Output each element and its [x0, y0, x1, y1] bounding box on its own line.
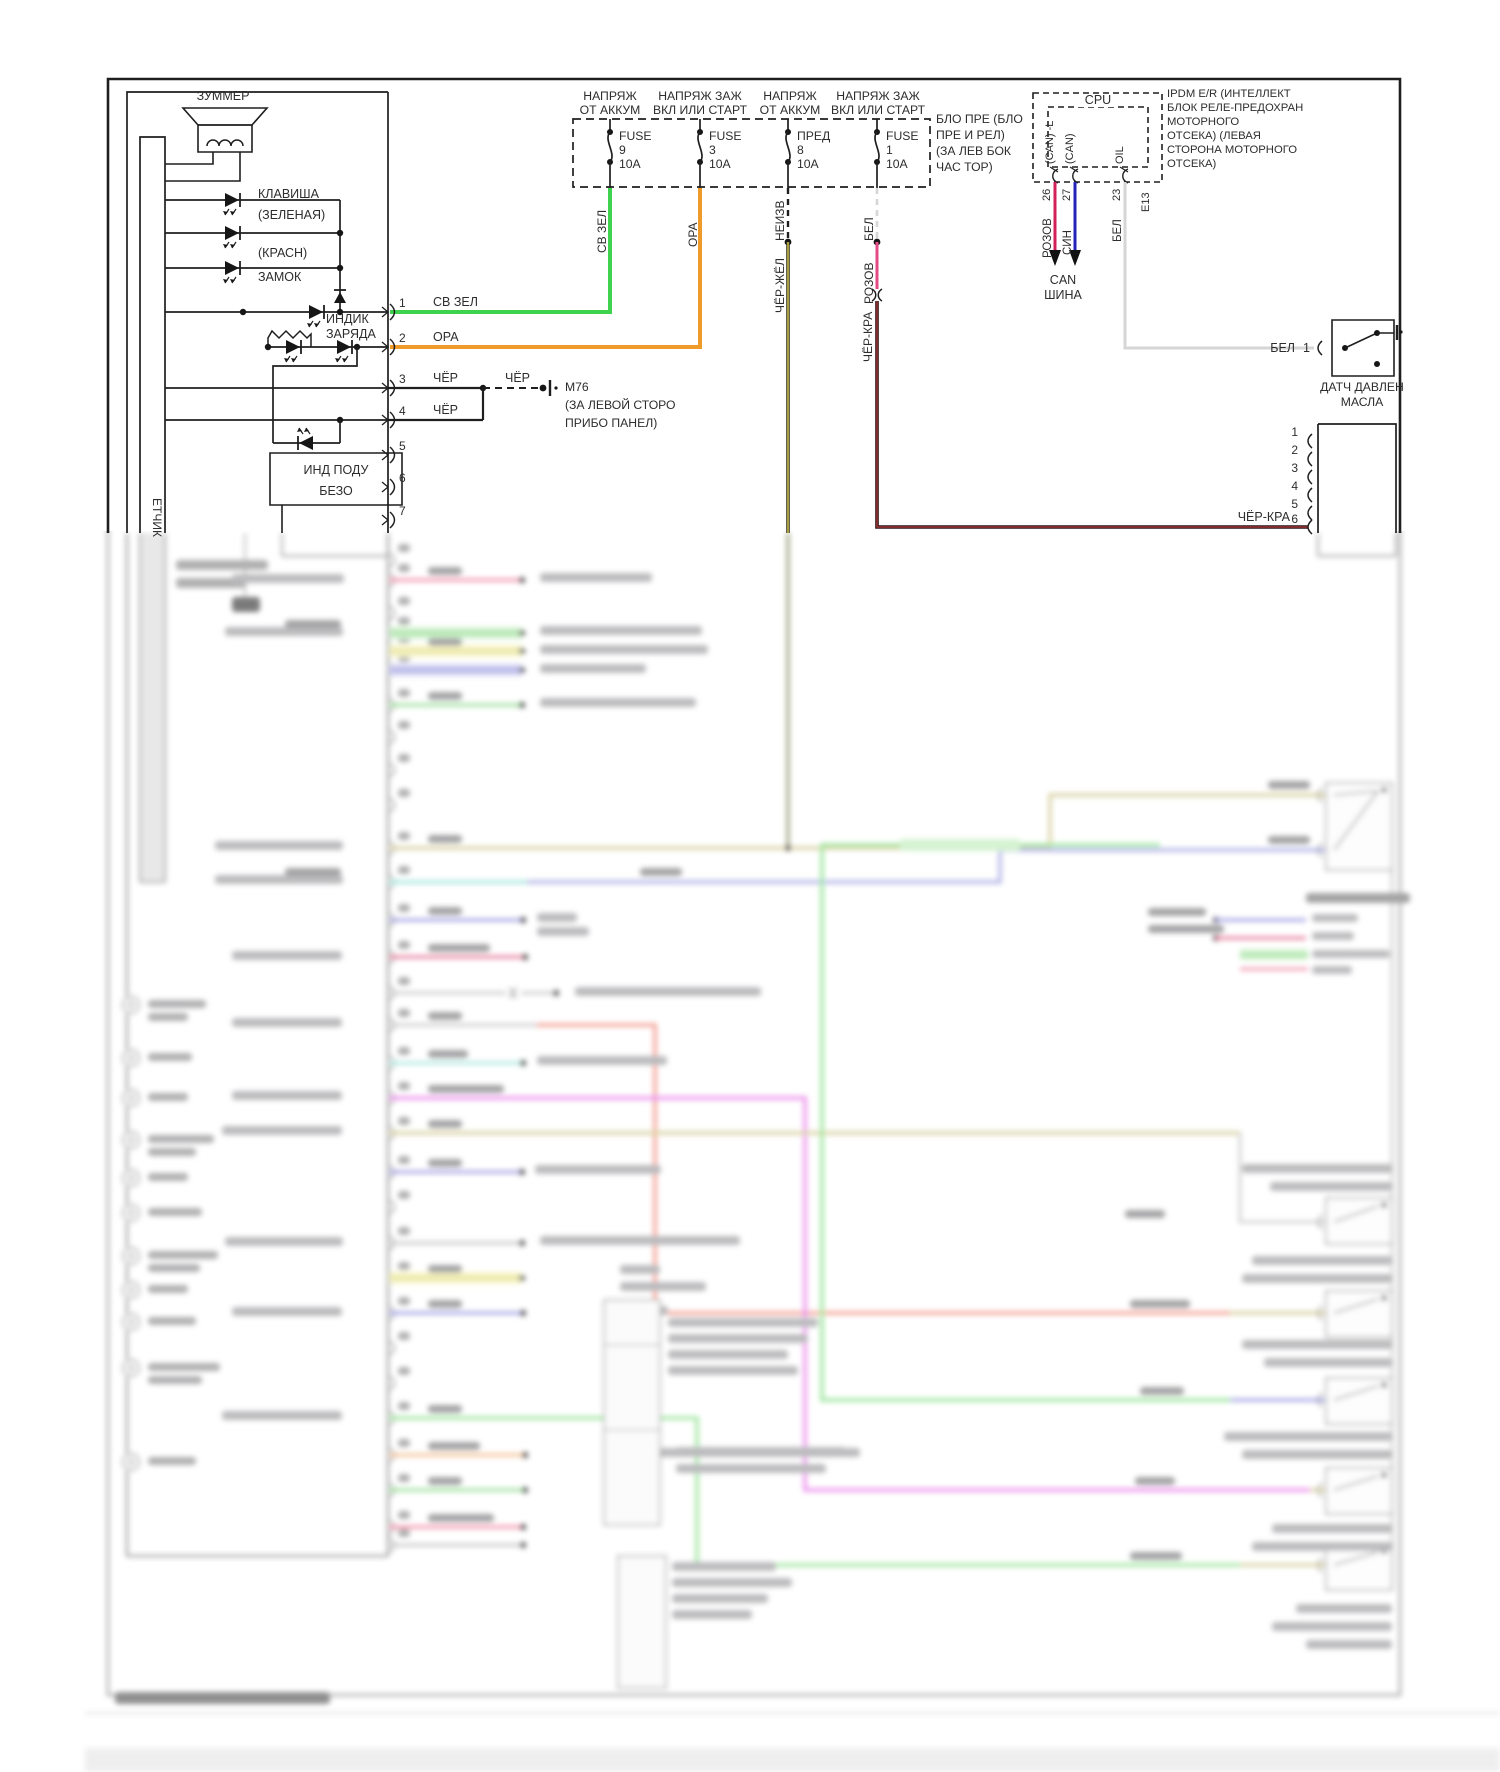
ipdm-description-line: IPDM E/R (ИНТЕЛЛЕКТ: [1167, 88, 1291, 100]
fuse-rating: 10A: [886, 157, 908, 171]
wire-label-blackred-vertical: ЧЁР-КРА: [861, 311, 875, 362]
cpu-pin-number: 26: [1041, 188, 1053, 201]
fuse-box-location-note: (ЗА ЛЕВ БОК: [936, 144, 1012, 158]
srs-indicator-label-1: ИНД ПОДУ: [303, 463, 369, 477]
meter-pin-number: 5: [399, 439, 406, 453]
ipdm-description-line: ОТСЕКА): [1167, 158, 1217, 170]
wire-label-blackyellow-vertical: ЧЁР-ЖЁЛ: [773, 258, 787, 313]
sensor-connector-pin-number: 3: [1291, 461, 1298, 475]
wire-label-unknown-vertical: НЕИЗВ: [773, 200, 787, 241]
fuse-header-line1: НАПРЯЖ: [763, 89, 817, 103]
ground-reference-note: (ЗА ЛЕВОЙ СТОРО: [565, 398, 676, 412]
ipdm-description-line: БЛОК РЕЛЕ-ПРЕДОХРАН: [1167, 102, 1304, 114]
fuse-name: FUSE: [709, 129, 742, 143]
ground-reference-note: М76: [565, 380, 589, 394]
charge-indicator-label-2: ЗАРЯДА: [326, 327, 376, 341]
meter-pin-number: 7: [399, 504, 406, 518]
sensor-connector-pin-number: 1: [1291, 425, 1298, 439]
fuse-name: ПРЕД: [797, 129, 831, 143]
sensor-connector-pin-number: 4: [1291, 479, 1298, 493]
key-green-label-1: КЛАВИША: [258, 187, 319, 201]
lock-label: ЗАМОК: [258, 270, 302, 284]
fuse-header-line1: НАПРЯЖ ЗАЖ: [658, 89, 742, 103]
wire-label-pink-vertical: РОЗОВ: [862, 262, 876, 304]
fuse-rating: 10A: [797, 157, 819, 171]
srs-indicator-label-2: БЕЗО: [319, 484, 353, 498]
can-bus-label-2: ШИНА: [1044, 288, 1082, 302]
oil-wire-label-vertical: БЕЛ: [1112, 219, 1124, 242]
ground-reference-note: ПРИБО ПАНЕЛ): [565, 416, 658, 430]
sensor-connector-pin-number: 2: [1291, 443, 1298, 457]
key-green-label-2: (ЗЕЛЕНАЯ): [258, 208, 326, 222]
can-wire-label-blue: СИН: [1062, 230, 1074, 255]
fuse-header-line1: НАПРЯЖ: [583, 89, 637, 103]
charge-indicator-label-1: ИНДИК: [326, 312, 369, 326]
sensor-pin-number: 1: [1303, 341, 1310, 355]
fuse-name: FUSE: [886, 129, 919, 143]
generated-labels: [399, 88, 1404, 526]
ipdm-description-line: СТОРОНА МОТОРНОГО: [1167, 144, 1297, 156]
pin6-wire-label: ЧЁР-КРА: [1237, 510, 1290, 524]
wire-label-orange-vertical: ОРА: [686, 222, 700, 247]
fuse-number: 1: [886, 143, 893, 157]
wire-label-white-vertical: БЕЛ: [862, 217, 876, 241]
can-wire-label-pink: РОЗОВ: [1042, 218, 1054, 258]
fuse-name: FUSE: [619, 129, 652, 143]
fuse-box-location-note: ЧАС ТОР): [936, 160, 993, 174]
fuse-number: 9: [619, 143, 626, 157]
fuse-header-line2: ОТ АККУМ: [759, 103, 821, 117]
meter-pin-number: 3: [399, 372, 406, 386]
can-bus-label-1: CAN: [1049, 273, 1077, 287]
oil-sensor-name: МАСЛА: [1340, 395, 1384, 409]
cpu-pin-number: 27: [1061, 188, 1073, 201]
meter-pin-number: 1: [399, 296, 406, 310]
pin2-wire-label: ОРА: [433, 330, 459, 344]
fuse-box-location-note: ПРЕ И РЕЛ): [936, 128, 1005, 142]
buzzer-label: ЗУММЕР: [196, 89, 250, 103]
connector-code-e13: E13: [1140, 192, 1152, 212]
pin4-wire-label: ЧЁР: [433, 403, 459, 417]
pin3-wire-label-cont: ЧЁР: [505, 371, 531, 385]
pin3-wire-label: ЧЁР: [433, 371, 459, 385]
cpu-pin-label: OIL: [1114, 146, 1126, 164]
fuse-rating: 10A: [619, 157, 641, 171]
cpu-label: CPU: [1084, 93, 1112, 107]
sensor-wire-label: БЕЛ: [1270, 341, 1295, 355]
fuse-number: 8: [797, 143, 804, 157]
fuse-rating: 10A: [709, 157, 731, 171]
cpu-pin-label: (CAN) -L: [1044, 120, 1056, 164]
meter-vertical-label: ЕТЧИК: [150, 498, 164, 537]
meter-pin-number: 2: [399, 331, 406, 345]
meter-pin-number: 6: [399, 471, 406, 485]
fuse-box-location-note: БЛО ПРЕ (БЛО: [936, 112, 1023, 126]
fuse-number: 3: [709, 143, 716, 157]
wire-label-green-vertical: СВ ЗЕЛ: [595, 209, 609, 253]
pin1-wire-label: СВ ЗЕЛ: [433, 295, 478, 309]
fuse-header-line2: ОТ АККУМ: [579, 103, 641, 117]
oil-sensor-name: ДАТЧ ДАВЛЕН: [1320, 380, 1404, 394]
fuse-header-line2: ВКЛ ИЛИ СТАРТ: [830, 103, 926, 117]
sensor-connector-pin-number: 6: [1291, 512, 1298, 526]
sensor-connector-pin-number: 5: [1291, 497, 1298, 511]
key-red-label: (КРАСН): [258, 246, 308, 260]
meter-pin-number: 4: [399, 404, 406, 418]
cpu-pin-number: 23: [1111, 188, 1123, 201]
ipdm-description-line: МОТОРНОГО: [1167, 116, 1240, 128]
fuse-header-line2: ВКЛ ИЛИ СТАРТ: [652, 103, 748, 117]
ipdm-description-line: ОТСЕКА) (ЛЕВАЯ: [1167, 130, 1261, 142]
cpu-pin-label: (CAN): [1064, 133, 1076, 164]
fuse-header-line1: НАПРЯЖ ЗАЖ: [836, 89, 920, 103]
